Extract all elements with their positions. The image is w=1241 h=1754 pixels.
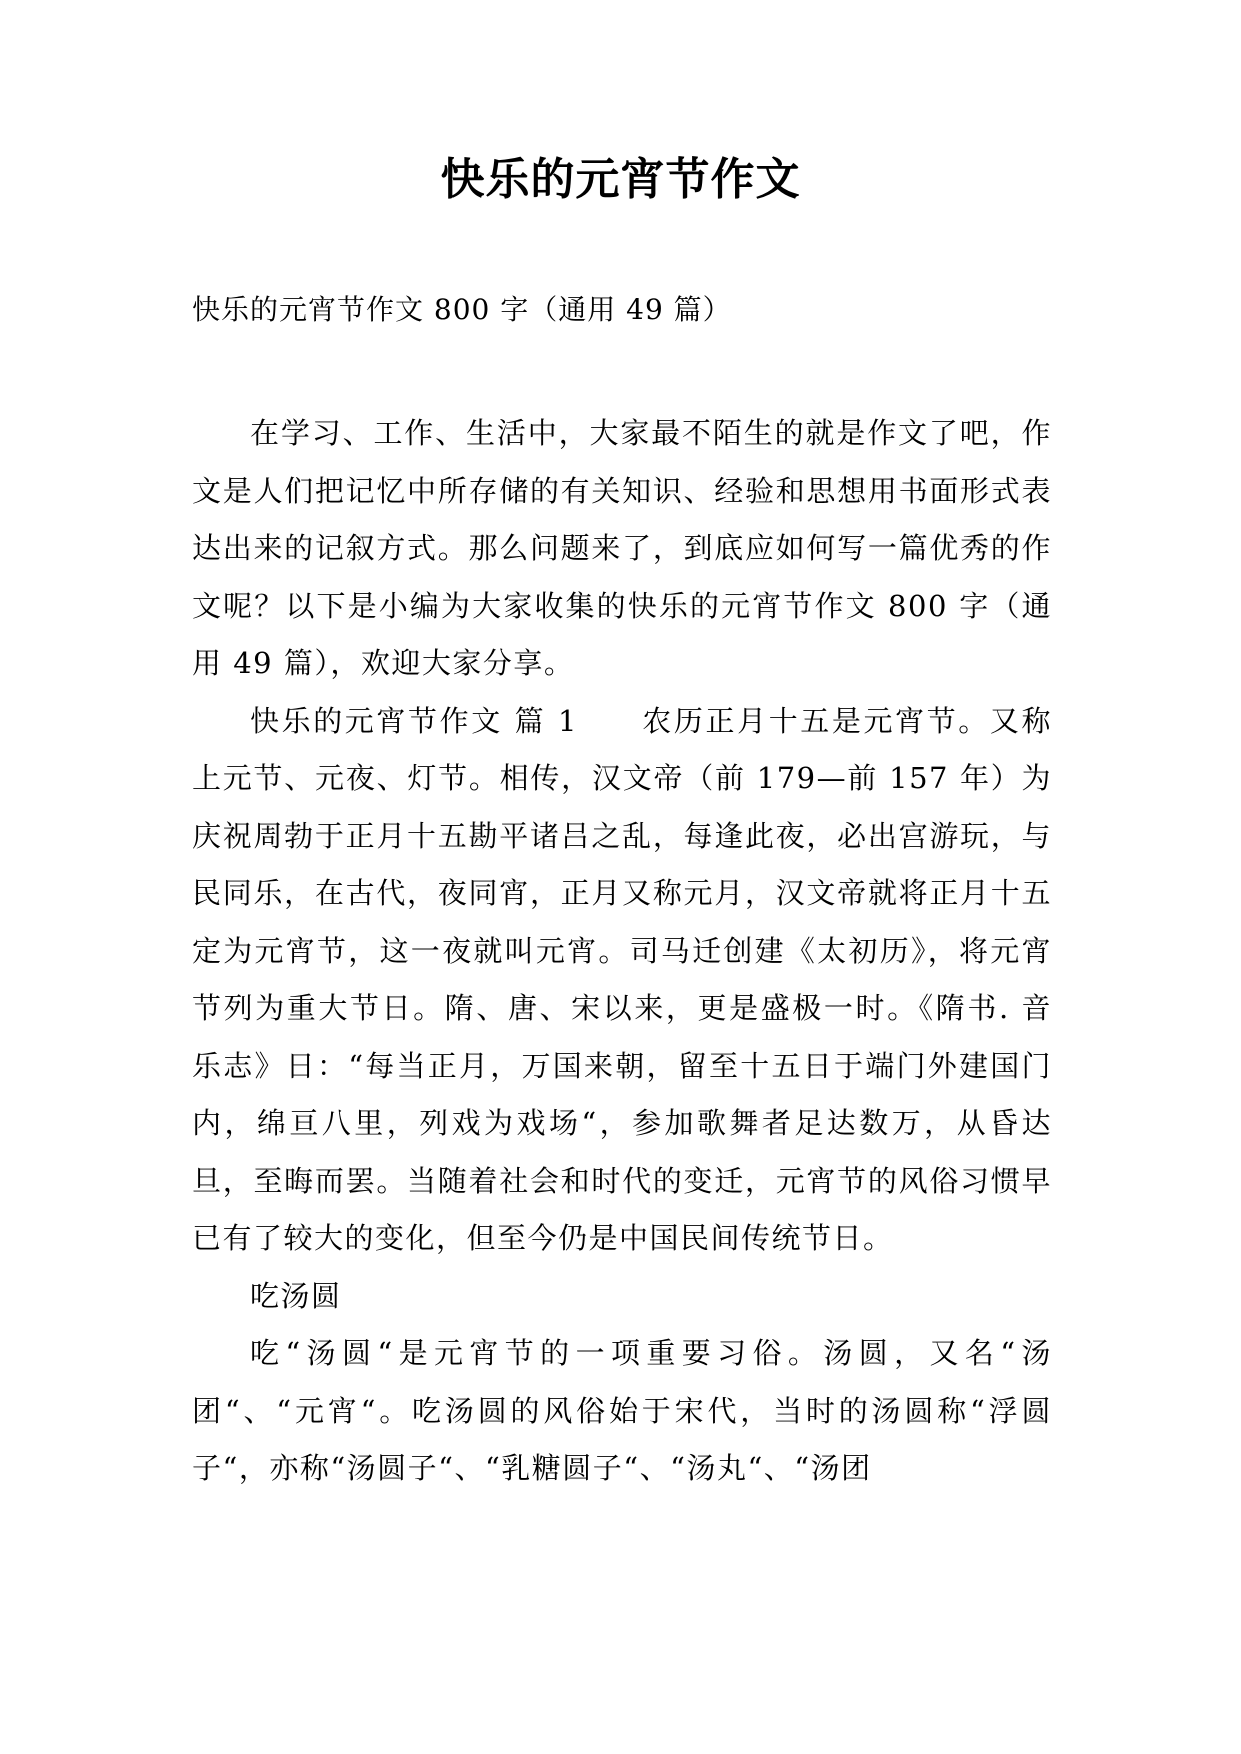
section-heading-tangyuan: 吃汤圆 xyxy=(250,1278,342,1313)
document-body xyxy=(192,405,1052,1498)
paragraph-essay-1: 快乐的元宵节作文 篇 1 农历正月十五是元宵节。又称上元节、元夜、灯节。相传，汉文帝（前 179—前 157 年）为庆祝周勃于正月十五勘平诸吕之乱，每逢此夜，必出宫游玩，与民同乐，在古代，夜同宵，正月又称元月，汉文帝就将正月十五定为元宵节，这一夜就叫元宵。司马迁创建《太初历》，将元宵节列为重大节日。隋、唐、宋以来，更是盛极一时。《隋书. 音乐志》日：“每当正月，万国来朝，留至十五日于端门外建国门内，绵亘八里，列戏为戏场“，参加歌舞者足达数万，从昏达旦，至晦而罢。当随着社会和时代的变迁，元宵节的风俗习惯早已有了较大的变化，但至今仍是中国民间传统节日。 xyxy=(192,703,1052,1255)
paragraph-intro: 在学习、工作、生活中，大家最不陌生的就是作文了吧，作文是人们把记忆中所存储的有关知识、经验和思想用书面形式表达出来的记叙方式。那么问题来了，到底应如何写一篇优秀的作文呢？以下是小编为大家收集的快乐的元宵节作文 800 字（通用 49 篇），欢迎大家分享。 xyxy=(192,416,1052,680)
document-subtitle: 快乐的元宵节作文 800 字（通用 49 篇） xyxy=(192,293,732,326)
document-title: 快乐的元宵节作文 xyxy=(440,154,801,205)
paragraph-tangyuan: 吃“汤圆“是元宵节的一项重要习俗。汤圆，又名“汤团“、“元宵“。吃汤圆的风俗始于宋代，当时的汤圆称“浮圆子“，亦称“汤圆子“、“乳糖圆子“、“汤丸“、“汤团 xyxy=(192,1336,1052,1485)
